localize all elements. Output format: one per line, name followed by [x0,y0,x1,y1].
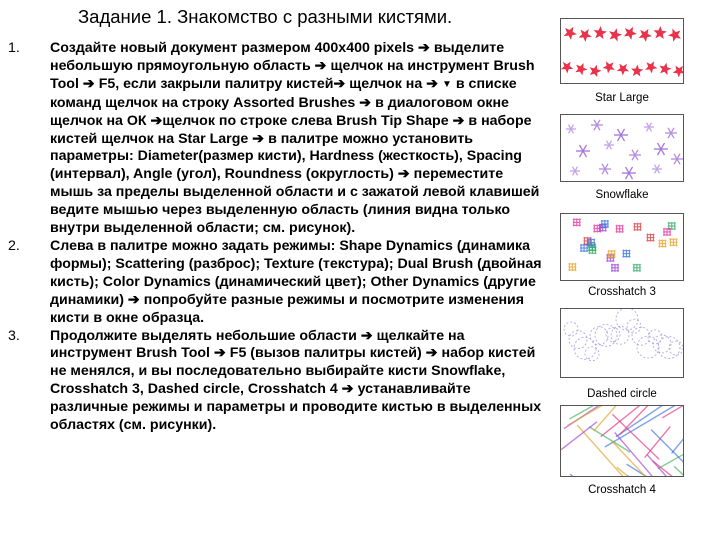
instruction-list [8,40,548,435]
brush-strokes [561,115,683,181]
snowflake-mark [614,129,628,141]
crosshatch-4-stroke [594,406,623,431]
dashed-circle-mark [632,327,650,345]
crosshatch-mark [616,225,624,233]
right-arrow-icon: ➔ [452,112,465,129]
right-arrow-icon: ➔ [425,345,438,362]
crosshatch-mark [622,250,630,258]
dashed-circle-mark [590,327,608,345]
snowflake-mark [570,167,580,176]
crosshatch-mark [658,240,666,248]
snowflake-mark [599,164,611,174]
step-text: Продолжите выделять небольшие области ➔ щелкайте на инструмент Brush Tool ➔ F5 (вызов палитры кистей) ➔ набор кистей не менялся, и вы последовательно выбирайте кисти Snowflake, Crosshatch 3, Dashed circle, Crosshatch 4 ➔ устанавливайте различные режимы и параметры и проводите кистью в выделенных областях (см. рисунки). [50,327,542,434]
snowflake-mark [622,167,636,179]
star-mark [617,64,629,76]
star-mark [660,63,672,75]
snowflake-mark [566,125,576,134]
crosshatch-mark [634,223,642,231]
right-arrow-icon: ➔ [252,130,265,147]
star-mark [609,28,622,41]
crosshatch-3-sample [560,213,684,281]
right-arrow-icon: ➔ [360,327,373,344]
crosshatch-mark [611,264,619,272]
snowflake-mark [604,141,614,150]
brush-strokes [561,406,683,476]
step-text: Слева в палитре можно задать режимы: Shape Dynamics (динамика формы); Scattering (разброс); Texture (текстура); Dual Brush (двойная кисть); Color Dynamics (динамический цвет); Other Dynamics (другие динамики) ➔ попробуйте разные режимы и посмотрите изменения кисти в окне образца. [50,237,542,326]
star-mark [645,61,657,73]
dashed-circle-mark [669,341,683,355]
step-number: 3. [8,327,20,344]
right-arrow-icon: ➔ [127,291,140,308]
star-large-sample [560,18,684,84]
crosshatch-4-stroke [674,466,683,476]
star-mark [561,62,573,74]
snowflake-sample [560,114,684,182]
right-arrow-icon: ➔ [359,94,372,111]
crosshatch-mark [646,234,654,242]
step-text: Создайте новый документ размером 400x400 pixels ➔ выделите небольшую прямоугольную область ➔ щелчок на инструмент Brush Tool ➔ F5, если закрыли палитру кистей➔ щелчок на ➔ ▼ в списке команд щелчок на строку Assorted Brushes ➔ в диалоговом окне щелчок на ОК ➔щелчок по строке слева Brush Tip Shape ➔ в наборе кистей щелчок на Star Large ➔ в палитре можно установить параметры: Diameter(размер кисти), Hardness (жесткость), Spacing (интервал), Angle (угол), Roundness (округлость) ➔ переместите мышь за пределы выделенной области и с зажатой левой клавишей ведите мышью через выделенную область (линия видна только внутри выделенной области; см. рисунок). [50,40,540,237]
crosshatch-mark [606,254,614,262]
star-mark [579,29,592,42]
star-mark [575,63,587,75]
crosshatch-mark [568,263,576,271]
dashed-circle-caption: Dashed circle [587,388,657,400]
brush-strokes [561,19,683,83]
crosshatch-4-stroke [570,474,613,476]
snowflake-mark [576,145,590,157]
snowflake-mark [671,154,683,164]
star-mark [631,65,643,77]
crosshatch-4-stroke [651,430,683,476]
crosshatch-4-sample [560,405,684,477]
right-arrow-icon: ➔ [341,381,354,398]
star-mark [603,61,615,73]
dashed-circle-sample [560,308,684,378]
crosshatch-mark [588,246,596,254]
dashed-circle-mark [564,322,578,336]
crosshatch-mark [633,264,641,272]
crosshatch-mark [608,250,616,258]
dashed-circle-mark [637,336,659,358]
crosshatch-4-stroke [561,422,597,450]
right-arrow-icon: ➔ [82,75,95,92]
brush-strokes [561,309,683,377]
brush-strokes [561,214,683,280]
step-number: 2. [8,237,20,254]
step-1 [8,40,548,238]
right-arrow-icon: ➔ [213,345,226,362]
star-mark [594,26,607,39]
crosshatch-4-stroke [627,475,669,476]
dashed-circle-mark [606,328,620,342]
crosshatch-mark [580,244,588,252]
crosshatch-mark [669,238,677,246]
star-mark [624,27,637,40]
star-mark [590,65,602,77]
star-mark [668,29,681,42]
crosshatch-4-stroke [569,406,630,419]
crosshatch-4-stroke [612,414,659,459]
right-arrow-icon: ➔ [426,75,439,92]
page-title: Задание 1. Знакомство с разными кистями. [78,6,453,27]
star-mark [654,26,667,39]
step-3 [8,328,548,435]
crosshatch-4-stroke [662,406,683,418]
crosshatch-3-caption: Crosshatch 3 [588,286,656,298]
snowflake-mark [644,123,654,132]
crosshatch-mark [587,239,595,247]
step-2 [8,238,548,328]
right-arrow-icon: ➔ [150,112,163,129]
crosshatch-mark [599,224,607,232]
crosshatch-4-stroke [672,406,683,453]
right-arrow-icon: ➔ [417,40,430,56]
right-arrow-icon: ➔ [397,166,410,183]
crosshatch-mark [601,220,609,228]
snowflake-caption: Snowflake [595,189,649,201]
right-arrow-icon: ➔ [314,57,327,74]
snowflake-mark [654,143,668,155]
snowflake-mark [652,165,662,174]
dashed-circle-mark [585,347,599,361]
star-mark [564,27,577,40]
snowflake-mark [591,120,603,130]
dashed-circle-mark [658,337,680,359]
crosshatch-mark [663,228,671,236]
right-arrow-icon: ➔ [333,75,346,92]
star-large-caption: Star Large [595,92,649,104]
star-mark [639,29,652,42]
crosshatch-mark [573,218,581,226]
snowflake-mark [665,128,677,138]
crosshatch-4-stroke [645,426,671,457]
star-mark [673,66,683,78]
down-triangle-icon: ▼ [442,78,452,90]
dashed-circle-mark [574,337,596,359]
snowflake-mark [629,150,641,160]
step-number: 1. [8,40,20,56]
crosshatch-4-caption: Crosshatch 4 [588,484,656,496]
